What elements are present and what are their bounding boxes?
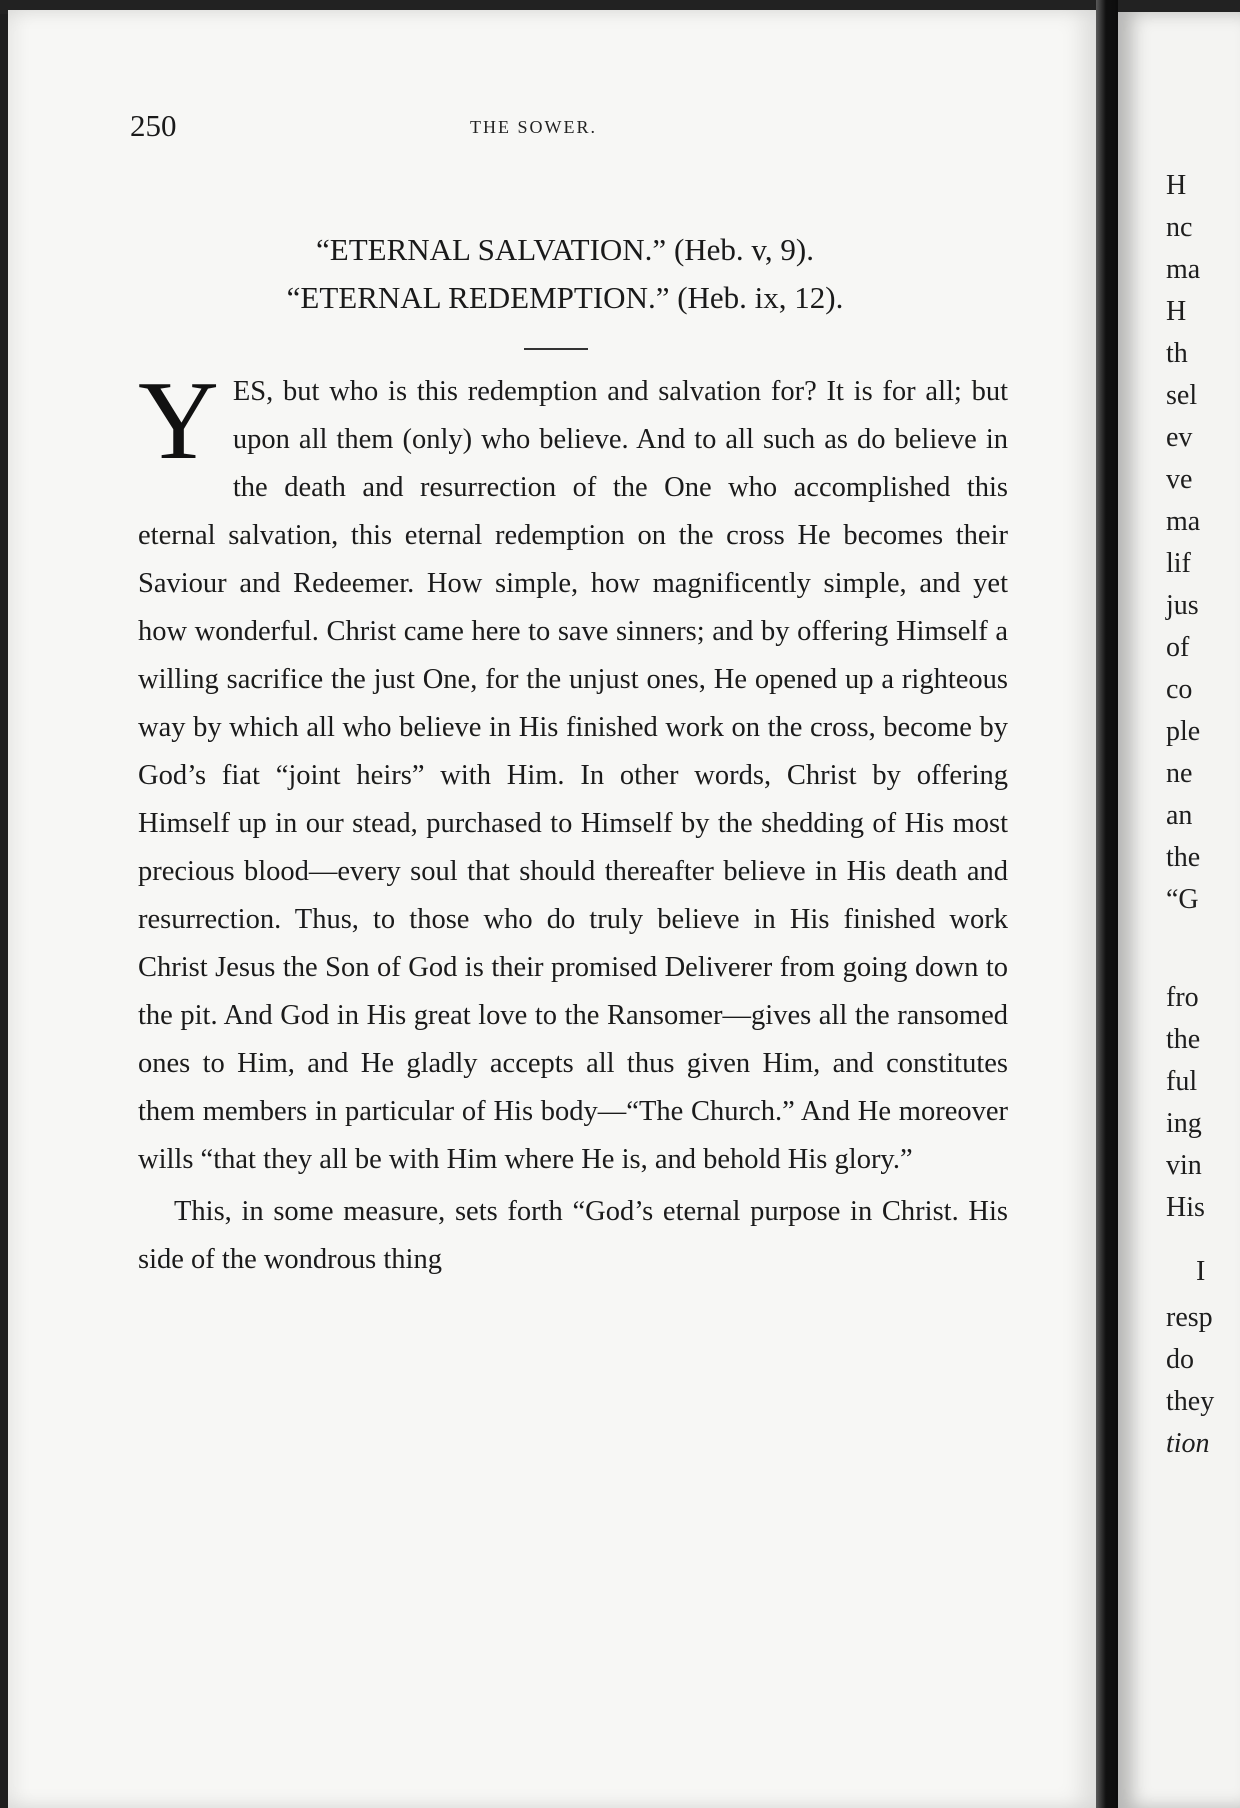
- fragment: ing: [1166, 1108, 1202, 1139]
- article-title-line-2: “ETERNAL REDEMPTION.” (Heb. ix, 12).: [286, 280, 844, 315]
- fragment: of: [1166, 632, 1190, 663]
- fragment: His: [1166, 1192, 1205, 1223]
- drop-cap: Y: [138, 359, 219, 483]
- paragraph-1-text: ES, but who is this redemption and salvation for? It is for all; but upon all them (only) who believe. And to all such as do believe in the death and resurrection of the One who accomplished this eternal salvation, this eternal redemption on the cross He becomes their Saviour and Redeemer. How simple, how magnificently simple, and yet how wonderful. Christ came here to save sinners; and by offering Himself a willing sacrifice the just One, for the unjust ones, He opened up a righteous way by which all who believe in His finished work on the cross, become by God’s fiat “joint heirs” with Him. In other words, Christ by offering Himself up in our stead, purchased to Himself by the shedding of His most precious blood—every soul that should thereafter believe in His death and resurrection. Thus, to those who do truly believe in His finished work Christ Jesus the Son of God is their promised Deliverer from going down to the pit. And God in His great love to the Ransomer—gives all the ransomed ones to Him, and He gladly accepts all thus given Him, and constitutes them members in particular of His body—“The Church.” And He moreover wills “that they all be with Him where He is, and behold His glory.”: [138, 376, 1008, 1175]
- fragment: H: [1166, 296, 1187, 327]
- fragment: ma: [1166, 506, 1201, 537]
- fragment: do: [1166, 1344, 1194, 1375]
- article-body: [138, 359, 1008, 1284]
- page-number: 250: [130, 108, 177, 143]
- fragment: vin: [1166, 1150, 1202, 1181]
- paragraph-1: [138, 359, 1008, 1184]
- book-gutter: [1096, 0, 1118, 1808]
- fragment: ev: [1166, 422, 1193, 453]
- fragment: sel: [1166, 380, 1198, 411]
- running-head: THE SOWER.: [470, 117, 597, 137]
- right-page: [1118, 12, 1240, 1808]
- page-header: [130, 108, 1000, 158]
- fragment: th: [1166, 338, 1188, 369]
- fragment: co: [1166, 674, 1193, 705]
- fragment: ne: [1166, 758, 1193, 789]
- fragment: they: [1166, 1386, 1215, 1417]
- fragment: jus: [1166, 590, 1199, 621]
- fragment: resp: [1166, 1302, 1213, 1333]
- fragment: “G: [1166, 884, 1199, 915]
- fragment: ma: [1166, 254, 1201, 285]
- fragment: lif: [1166, 548, 1191, 579]
- fragment: tion: [1166, 1428, 1210, 1459]
- fragment: ple: [1166, 716, 1201, 747]
- fragment: the: [1166, 1024, 1201, 1055]
- fragment: ve: [1166, 464, 1193, 495]
- fragment: fro: [1166, 982, 1199, 1013]
- fragment: nc: [1166, 212, 1193, 243]
- article-title-line-1: “ETERNAL SALVATION.” (Heb. v, 9).: [316, 232, 814, 267]
- fragment: an: [1166, 800, 1193, 831]
- paragraph-2: This, in some measure, sets forth “God’s eternal purpose in Christ. His side of the wondrous thing: [138, 1196, 1008, 1275]
- fragment: I: [1196, 1256, 1206, 1287]
- title-rule: [524, 348, 588, 350]
- fragment: H: [1166, 170, 1187, 201]
- fragment: the: [1166, 842, 1201, 873]
- fragment: ful: [1166, 1066, 1198, 1097]
